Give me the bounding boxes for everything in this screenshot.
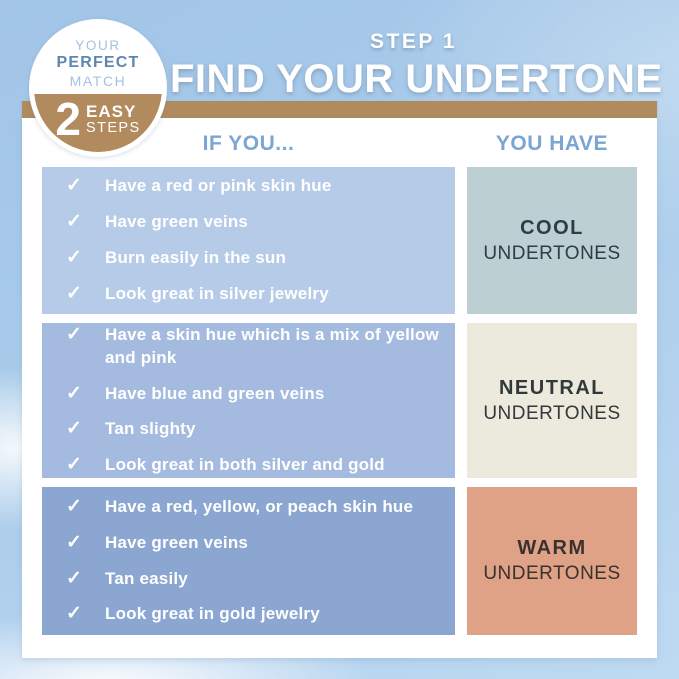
criteria-text: Tan easily: [105, 568, 188, 588]
checkmark-icon: ✓: [66, 567, 82, 589]
criteria-item: [66, 496, 441, 519]
checkmark-icon: ✓: [66, 247, 82, 268]
column-header-if-you: IF YOU...: [202, 132, 295, 155]
checkmark-icon: ✓: [66, 418, 82, 440]
undertone-row-cool: [22, 167, 657, 314]
criteria-text: Burn easily in the sun: [105, 248, 287, 267]
result-title: WARM: [517, 537, 587, 559]
badge-line-perfect: PERFECT: [56, 54, 140, 71]
result-box-cool: [467, 167, 637, 314]
result-box-warm: [467, 487, 637, 635]
undertone-row-neutral: [22, 323, 657, 478]
criteria-text: Look great in silver jewelry: [105, 283, 329, 303]
criteria-text: Have a red or pink skin hue: [105, 176, 332, 196]
content-card: [22, 118, 657, 658]
badge-number: 2: [55, 93, 82, 146]
checkmark-icon: ✓: [66, 454, 82, 476]
criteria-item: [66, 175, 441, 198]
badge-line-match: MATCH: [69, 73, 127, 89]
criteria-list-neutral: [42, 323, 455, 478]
criteria-item: [66, 247, 441, 270]
badge-top-text: [34, 38, 162, 89]
result-subtitle: UNDERTONES: [483, 563, 621, 584]
criteria-item: [66, 568, 441, 591]
criteria-item: [66, 418, 441, 441]
badge-word-easy: EASY: [86, 101, 137, 121]
result-title: COOL: [520, 216, 584, 239]
checkmark-icon: ✓: [66, 495, 82, 517]
checkmark-icon: ✓: [66, 211, 82, 233]
criteria-text: Have a red, yellow, or peach skin hue: [105, 496, 414, 516]
badge-steps-words: [86, 103, 141, 137]
result-title: NEUTRAL: [498, 376, 606, 399]
criteria-text: Have green veins: [105, 212, 249, 232]
criteria-text: Have blue and green veins: [105, 383, 325, 403]
criteria-item: [66, 532, 441, 555]
checkmark-icon: ✓: [66, 282, 82, 304]
badge-steps-text: [34, 94, 162, 152]
criteria-item: [66, 283, 441, 306]
checkmark-icon: ✓: [66, 175, 82, 197]
criteria-list-cool: [42, 167, 455, 314]
checkmark-icon: ✓: [66, 323, 82, 345]
step-label: STEP 1: [370, 30, 457, 53]
page-title: FIND YOUR UNDERTONE: [170, 57, 663, 101]
criteria-text: Have a skin hue which is a mix of yellow and pink: [105, 324, 439, 367]
criteria-text: Tan slighty: [105, 419, 196, 439]
criteria-item: [66, 603, 441, 626]
column-header-you-have: YOU HAVE: [495, 132, 609, 155]
badge-line-your: YOUR: [75, 38, 121, 53]
criteria-list-warm: [42, 487, 455, 635]
criteria-item: [66, 324, 441, 370]
result-subtitle: UNDERTONES: [483, 402, 621, 424]
badge-word-steps: STEPS: [86, 120, 141, 137]
result-subtitle: UNDERTONES: [483, 242, 621, 264]
criteria-item: [66, 454, 441, 477]
checkmark-icon: ✓: [66, 603, 82, 625]
criteria-text: Look great in gold jewelry: [105, 604, 320, 624]
undertone-row-warm: [22, 487, 657, 635]
header-title-block: [170, 30, 663, 102]
result-box-neutral: [467, 323, 637, 478]
criteria-item: [66, 383, 441, 406]
criteria-text: Look great in both silver and gold: [105, 455, 385, 475]
perfect-match-badge: [29, 19, 167, 157]
checkmark-icon: ✓: [66, 531, 82, 553]
criteria-text: Have green veins: [105, 532, 249, 552]
criteria-item: [66, 211, 441, 234]
checkmark-icon: ✓: [66, 382, 82, 404]
